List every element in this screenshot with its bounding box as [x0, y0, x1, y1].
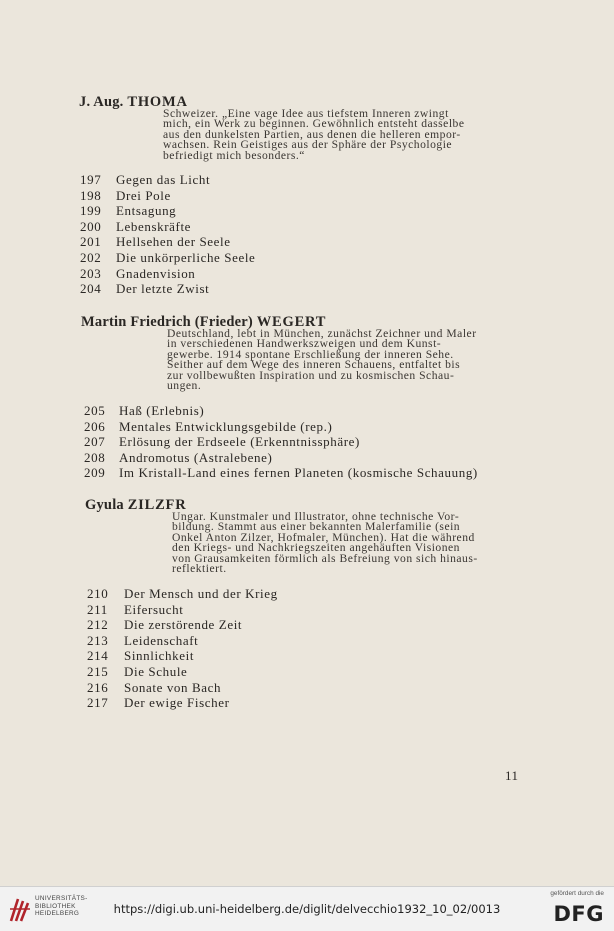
bio-line: wachsen. Rein Geistiges aus der Sphäre der Psychologie — [163, 138, 453, 152]
artist-surname: ZILZFR — [127, 497, 187, 513]
artist-surname: WEGERT — [256, 314, 327, 330]
bio-line: den Kriegs- und Nachkriegszeiten angehäuften Visionen — [172, 541, 460, 555]
bio-line: von Grausamkeiten förmlich als Befreiung von sich hinaus- — [172, 551, 478, 565]
source-url-link[interactable]: https://digi.ub.uni-heidelberg.de/diglit/delvecchio1932_10_02/0013 — [113, 902, 501, 916]
work-title: Der ewige Fischer — [124, 695, 230, 711]
work-number: 209 — [84, 465, 106, 481]
bio-line: Ungar. Kunstmaler und Illustrator, ohne technische Vor- — [172, 510, 460, 523]
logo-line: BIBLIOTHEK — [35, 902, 76, 910]
work-title: Lebenskräfte — [116, 218, 192, 234]
page-number: 11 — [505, 768, 519, 783]
work-number: 202 — [80, 249, 102, 265]
work-title: Der letzte Zwist — [116, 281, 210, 297]
work-title: Eifersucht — [124, 601, 184, 617]
work-title: Haß (Erlebnis) — [119, 403, 205, 418]
bio-line: reflektiert. — [172, 562, 227, 576]
bio-line: Schweizer. „Eine vage Idee aus tiefstem Inneren zwingt — [163, 107, 449, 120]
bio-line: aus den dunkelsten Partien, aus denen die helleren empor- — [163, 127, 461, 141]
bio-line: mich, ein Werk zu beginnen. Gewöhnlich entsteht dasselbe — [163, 117, 465, 131]
artist-given-name: Gyula — [85, 497, 124, 513]
work-title: Entsagung — [116, 203, 177, 219]
bio-line: befriedigt mich besonders.“ — [163, 148, 305, 162]
footer-bar — [0, 886, 614, 931]
bio-line: in verschiedenen Handwerkszweigen und dem Kunst- — [167, 337, 442, 351]
work-title: Hellsehen der Seele — [116, 234, 231, 250]
work-number: 216 — [87, 679, 109, 695]
work-title: Mentales Entwicklungsgebilde (rep.) — [119, 418, 333, 434]
work-number: 213 — [87, 632, 109, 648]
sponsor-text: gefördert durch die — [550, 890, 604, 897]
work-number: 208 — [84, 449, 106, 465]
work-number: 200 — [80, 218, 102, 234]
dfg-logo: DFG — [553, 902, 604, 926]
work-number: 206 — [84, 418, 106, 434]
work-title: Im Kristall-Land eines fernen Planeten (kosmische Schauung) — [119, 465, 478, 481]
bio-line: Seither auf dem Wege des inneren Schauens, entfaltet bis — [167, 358, 461, 372]
work-title: Der Mensch und der Krieg — [124, 586, 278, 601]
work-number: 207 — [84, 434, 106, 450]
work-number: 205 — [84, 403, 106, 418]
bio-line: zur vollbewußten Inspiration und zu kosmischen Schau- — [167, 368, 455, 382]
work-title: Erlösung der Erdseele (Erkenntnissphäre) — [119, 434, 360, 450]
work-title: Sinnlichkeit — [124, 648, 195, 664]
work-title: Andromotus (Astralebene) — [119, 449, 273, 465]
artist-bio-wegert — [167, 329, 477, 391]
artist-given-name: Martin Friedrich (Frieder) — [81, 314, 253, 330]
bio-line: Deutschland, lebt in München, zunächst Zeichner und Maler — [167, 327, 477, 340]
work-title: Drei Pole — [116, 187, 171, 203]
logo-line: UNIVERSITÄTS- — [35, 895, 88, 902]
artist-bio-thoma — [163, 109, 464, 161]
work-title: Die Schule — [124, 663, 188, 679]
artist-bio-zilzer — [172, 512, 478, 574]
work-number: 215 — [87, 663, 109, 679]
work-title: Die unkörperliche Seele — [116, 249, 256, 265]
work-number: 199 — [80, 203, 102, 219]
work-number: 197 — [80, 172, 102, 187]
work-number: 214 — [87, 648, 109, 664]
work-title: Die zerstörende Zeit — [124, 617, 243, 633]
bio-line: gewerbe. 1914 spontane Erschließung der inneren Sehe. — [167, 347, 454, 361]
bio-line: ungen. — [167, 379, 202, 393]
work-number: 217 — [87, 695, 109, 711]
logo-line: HEIDELBERG — [35, 910, 80, 918]
work-title: Gnadenvision — [116, 265, 196, 281]
work-number: 211 — [87, 601, 108, 617]
artist-surname: THOMA — [127, 94, 188, 110]
work-title: Leidenschaft — [124, 632, 199, 648]
work-number: 198 — [80, 187, 102, 203]
work-number: 210 — [87, 586, 109, 601]
bio-line: bildung. Stammt aus einer bekannten Malerfamilie (sein — [172, 520, 461, 534]
bio-line: Onkel Anton Zilzer, Hofmaler, München). Hat die während — [172, 530, 475, 544]
work-title: Gegen das Licht — [116, 172, 211, 187]
work-number: 204 — [80, 281, 102, 297]
artist-given-name: J. Aug. — [79, 94, 124, 110]
work-number: 212 — [87, 617, 109, 633]
work-number: 203 — [80, 265, 102, 281]
work-title: Sonate von Bach — [124, 679, 222, 695]
work-number: 201 — [80, 234, 102, 250]
